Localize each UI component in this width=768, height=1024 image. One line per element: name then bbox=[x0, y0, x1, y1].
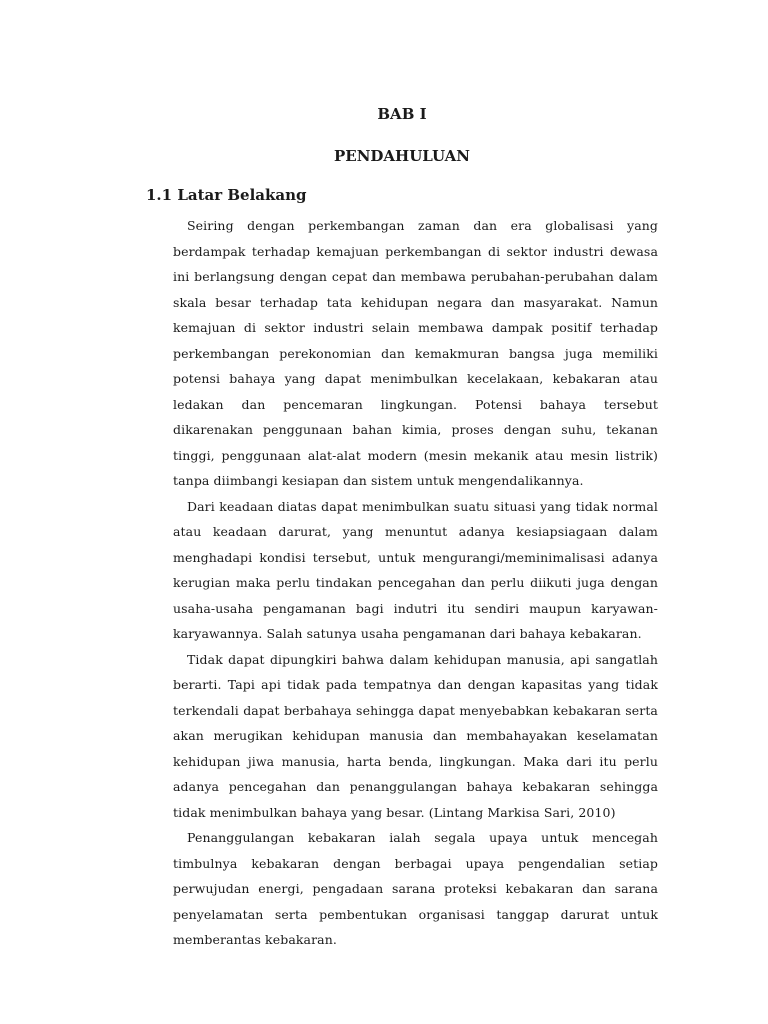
chapter-title: PENDAHULUAN bbox=[333, 147, 471, 165]
paragraph: Dari keadaan diatas dapat menimbulkan suatu situasi yang tidak normal atau keadaan darurat, yang menuntut adanya kesiapsiagaan dalam menghadapi kondisi tersebut, untuk mengurangi/meminimalisasi adanya kerugian maka perlu tindakan pencegahan dan perlu diikuti juga dengan usaha-usaha pengamanan bagi indutri itu sendiri maupun karyawan-karyawannya. Salah satunya usaha pengamanan dari bahaya kebakaran. bbox=[173, 498, 658, 641]
chapter-number: BAB I bbox=[377, 105, 427, 123]
section-heading: 1.1 Latar Belakang bbox=[146, 186, 307, 204]
body-text bbox=[173, 213, 658, 953]
paragraph: Penanggulangan kebakaran ialah segala upaya untuk mencegah timbulnya kebakaran dengan berbagai upaya pengendalian setiap perwujudan energi, pengadaan sarana proteksi kebakaran dan sarana penyelamatan serta pembentukan organisasi tanggap darurat untuk memberantas kebakaran. bbox=[173, 830, 658, 947]
paragraph: Tidak dapat dipungkiri bahwa dalam kehidupan manusia, api sangatlah berarti. Tapi api tidak pada tempatnya dan dengan kapasitas yang tidak terkendali dapat berbahaya sehingga dapat menyebabkan kebakaran serta akan merugikan kehidupan manusia dan membahayakan keselamatan kehidupan jiwa manusia, harta benda, lingkungan. Maka dari itu perlu adanya pencegahan dan penanggulangan bahaya kebakaran sehingga tidak menimbulkan bahaya yang besar. (Lintang Markisa Sari, 2010) bbox=[173, 651, 658, 820]
paragraph: Seiring dengan perkembangan zaman dan era globalisasi yang berdampak terhadap kemajuan perkembangan di sektor industri dewasa ini berlangsung dengan cepat dan membawa perubahan-perubahan dalam skala besar terhadap tata kehidupan negara dan masyarakat. Namun kemajuan di sektor industri selain membawa dampak positif terhadap perkembangan perekonomian dan kemakmuran bangsa juga memiliki potensi bahaya yang dapat menimbulkan kecelakaan, kebakaran atau ledakan dan pencemaran lingkungan. Potensi bahaya tersebut dikarenakan penggunaan bahan kimia, proses dengan suhu, tekanan tinggi, penggunaan alat-alat modern (mesin mekanik atau mesin listrik) tanpa diimbangi kesiapan dan sistem untuk mengendalikannya. bbox=[173, 218, 658, 488]
